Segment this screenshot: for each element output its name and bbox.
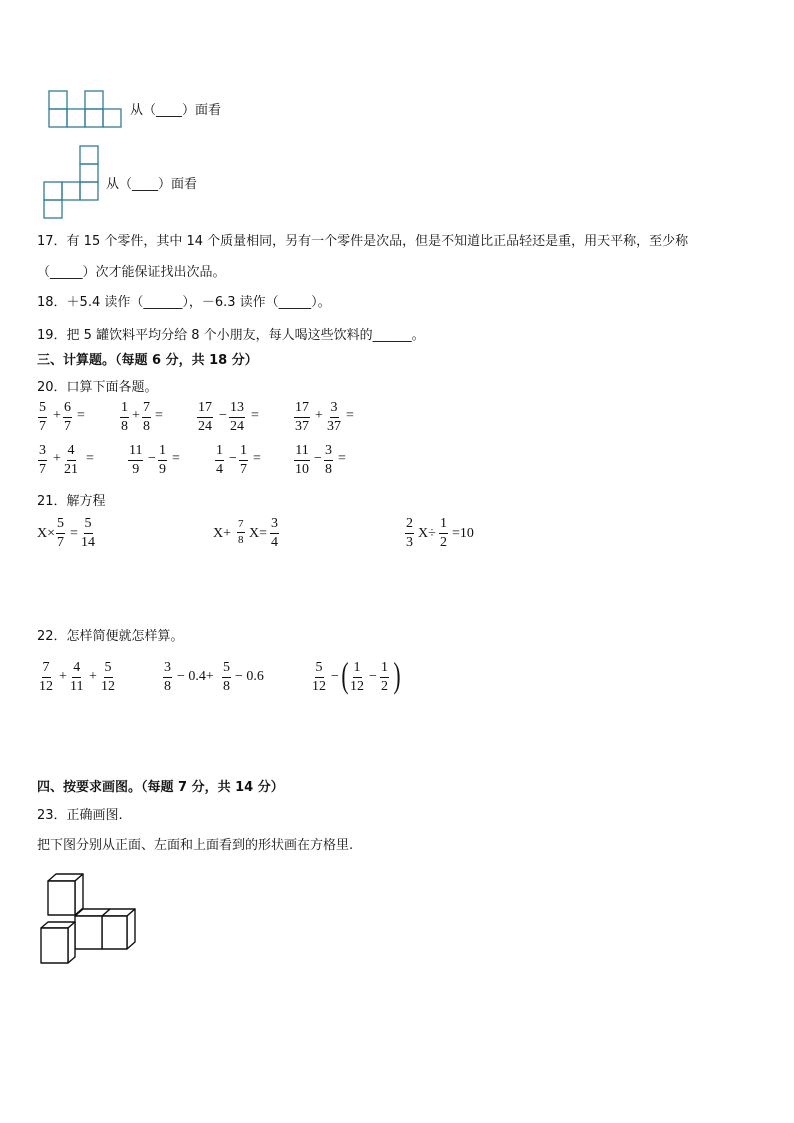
q22-e1-op2: + [89, 669, 97, 684]
q20-r1-e3-op: − [219, 408, 227, 423]
q20-r2-e1-op: + [53, 451, 61, 466]
q20-r1-e4-op: + [315, 408, 323, 423]
q22-e2-tail: − 0.6 [235, 669, 264, 684]
q20-r2-e3-frac-a: $\frac{1}{4}$ [216, 443, 223, 477]
q20-r2-e1-equals: = [86, 451, 94, 466]
q20-r1-e4-frac-b: $\frac{3}{37}$ [327, 400, 341, 434]
view-grid-figure-1 [48, 90, 124, 128]
q21-eq3-tail: =10 [452, 526, 474, 541]
q20-r1-e2-frac-b: $\frac{7}{8}$ [143, 400, 150, 434]
q21-eq1-frac-a: $\frac{5}{7}$ [57, 516, 64, 550]
view-label-2: 从（____）面看 [106, 177, 198, 192]
q20-r1-e4-equals: = [346, 408, 354, 423]
q21-eq3-mid: X÷ [418, 526, 436, 541]
section-3-heading: 三、计算题。（每题 6 分，共 18 分） [37, 353, 258, 368]
q20-r1-e3-frac-b: $\frac{13}{24}$ [230, 400, 244, 434]
q20-r1-e3-frac-a: $\frac{17}{24}$ [198, 400, 212, 434]
q20-r1-e1-equals: = [77, 408, 85, 423]
q21-eq1-frac-b: $\frac{5}{14}$ [81, 516, 95, 550]
q20-r2-e3-frac-b: $\frac{1}{7}$ [240, 443, 247, 477]
q21-eq2-prefix: X+ [213, 526, 232, 541]
q20-r2-e2-op: − [148, 451, 156, 466]
q20-r1-e3-equals: = [251, 408, 259, 423]
q22-e2-mid: − 0.4+ [177, 669, 214, 684]
q20-r2-e2-frac-b: $\frac{1}{9}$ [159, 443, 166, 477]
question-20-title: 20．口算下面各题。 [37, 380, 158, 395]
question-17-line-1: 17．有 15 个零件，其中 14 个质量相同，另有一个零件是次品，但是不知道比正品轻还是重，用天平称，至少称 [37, 234, 689, 249]
q20-r2-e2-equals: = [172, 451, 180, 466]
q21-eq3-frac-b: $\frac{1}{2}$ [440, 516, 447, 550]
q22-e2-frac-a: $\frac{3}{8}$ [164, 660, 171, 694]
q22-e1-frac-a: $\frac{7}{12}$ [39, 660, 53, 694]
q21-eq2-frac-b: $\frac{3}{4}$ [271, 516, 278, 550]
q20-r2-e4-op: − [314, 451, 322, 466]
q20-r1-e1-op: + [53, 408, 61, 423]
question-18: 18．＋5.4 读作（______），－6.3 读作（_____）。 [37, 295, 331, 310]
question-23-title: 23．正确画图. [37, 808, 123, 823]
q22-e1-frac-b: $\frac{4}{11}$ [70, 660, 84, 694]
q20-r2-e3-equals: = [253, 451, 261, 466]
q20-r2-e1-frac-a: $\frac{3}{7}$ [39, 443, 46, 477]
q21-eq1-equals: = [70, 526, 78, 541]
q20-r1-e1-frac-a: $\frac{5}{7}$ [39, 400, 46, 434]
q22-e3-open-paren: ( [341, 655, 349, 695]
q20-r2-e1-frac-b: $\frac{4}{21}$ [64, 443, 78, 477]
q21-eq2-mid: X= [249, 526, 268, 541]
view-grid-figure-2 [43, 145, 99, 218]
q20-r2-e2-frac-a: $\frac{11}{9}$ [129, 443, 143, 477]
q20-r2-e3-op: − [229, 451, 237, 466]
q22-e3-close-paren: ) [393, 655, 401, 695]
q22-e1-frac-c: $\frac{5}{12}$ [101, 660, 115, 694]
q22-e3-op: − [331, 669, 339, 684]
q20-r1-e4-frac-a: $\frac{17}{37}$ [295, 400, 309, 434]
q22-e3-frac-b: $\frac{1}{12}$ [350, 660, 364, 694]
q21-eq3-frac-a: $\frac{2}{3}$ [406, 516, 413, 550]
question-21-title: 21．解方程 [37, 494, 106, 509]
question-19: 19．把 5 罐饮料平均分给 8 个小朋友，每人喝这些饮料的______。 [37, 328, 425, 343]
q20-r1-e2-frac-a: $\frac{1}{8}$ [121, 400, 128, 434]
q21-eq1-prefix: X× [37, 526, 56, 541]
view-label-1: 从（____）面看 [130, 103, 222, 118]
q20-r1-e2-equals: = [155, 408, 163, 423]
question-17-line-2: （_____）次才能保证找出次品。 [37, 265, 226, 280]
q21-eq2-frac-a: $\frac{7}{8}$ [238, 518, 244, 546]
q20-r2-e4-frac-b: $\frac{3}{8}$ [325, 443, 332, 477]
question-22-title: 22．怎样简便就怎样算。 [37, 629, 184, 644]
q20-r2-e4-frac-a: $\frac{11}{10}$ [295, 443, 309, 477]
q22-e3-frac-a: $\frac{5}{12}$ [312, 660, 326, 694]
q20-r1-e2-op: + [132, 408, 140, 423]
q20-r2-e4-equals: = [338, 451, 346, 466]
q20-r1-e1-frac-b: $\frac{6}{7}$ [64, 400, 71, 434]
q22-e2-frac-b: $\frac{5}{8}$ [223, 660, 230, 694]
section-4-heading: 四、按要求画图。（每题 7 分，共 14 分） [37, 780, 284, 795]
cube-stack-figure [38, 872, 138, 967]
q22-e1-op1: + [59, 669, 67, 684]
q22-e3-op2: − [369, 669, 377, 684]
question-23-instruction: 把下图分别从正面、左面和上面看到的形状画在方格里. [37, 838, 354, 853]
q22-e3-frac-c: $\frac{1}{2}$ [381, 660, 388, 694]
